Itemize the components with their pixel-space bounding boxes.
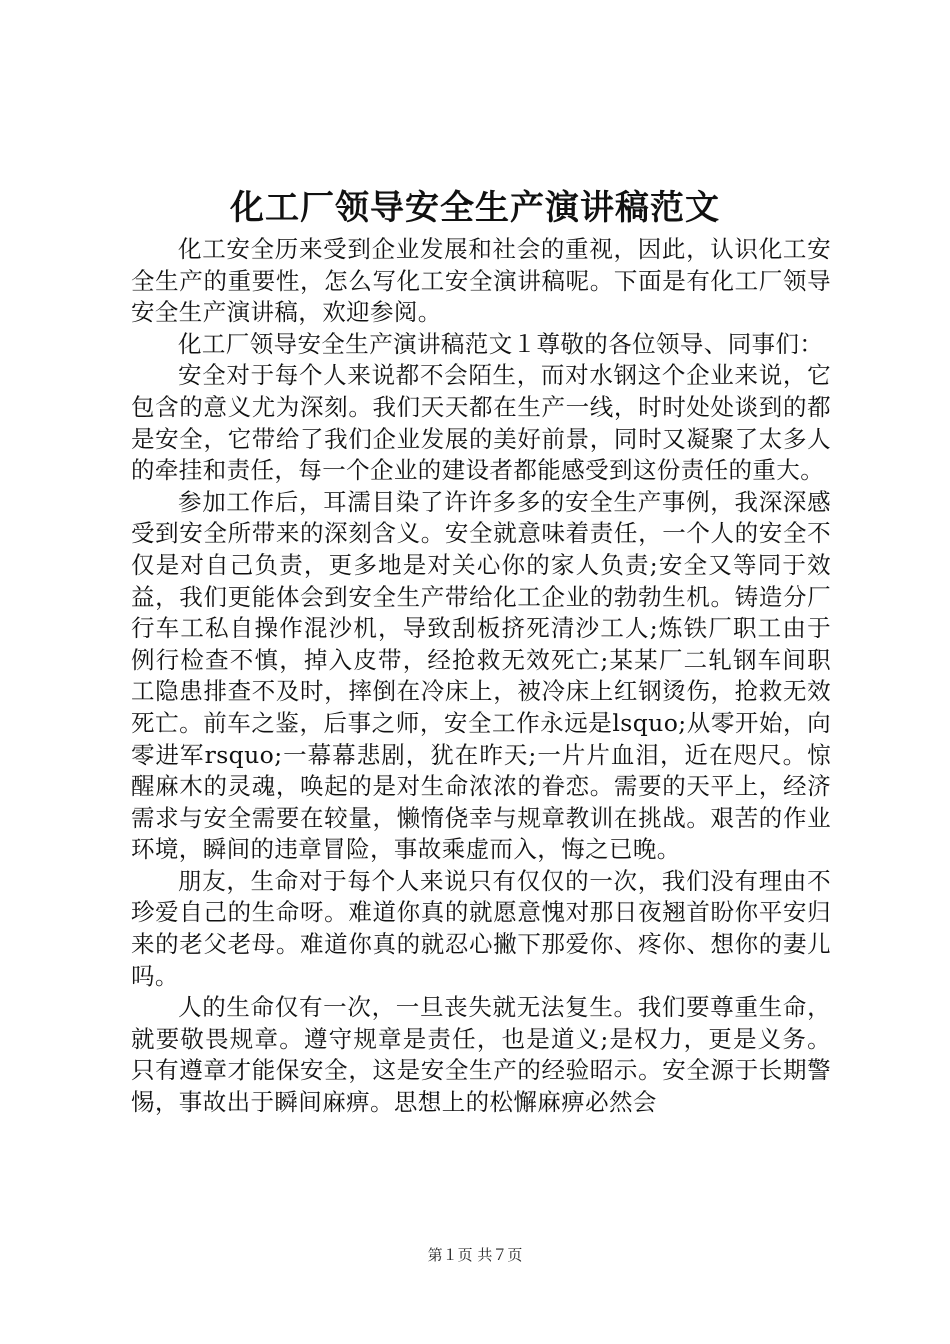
paragraph-safety-examples: 参加工作后，耳濡目染了许许多多的安全生产事例，我深深感受到安全所带来的深刻含义。安全就意味着责任，一个人的安全不仅是对自己负责，更多地是对关心你的家人负责;安全又等同于效益，我们更能体会到安全生产带给化工企业的勃勃生机。铸造分厂行车工私自操作混沙机，导致刮板挤死清沙工人;炼铁厂职工由于例行检查不慎，掉入皮带，经抢救无效死亡;某某厂二轧钢车间职工隐患排查不及时，摔倒在冷床上，被冷床上红钢烫伤，抢救无效死亡。前车之鉴，后事之师，安全工作永远是lsquo;从零开始，向零进军rsquo;一幕幕悲剧，犹在昨天;一片片血泪，近在咫尺。惊醒麻木的灵魂，唤起的是对生命浓浓的眷恋。需要的天平上，经济需求与安全需要在较量，懒惰侥幸与规章教训在挑战。艰苦的作业环境，瞬间的违章冒险，事故乘虚而入，悔之已晚。	[131, 487, 831, 864]
paragraph-respect-rules: 人的生命仅有一次，一旦丧失就无法复生。我们要尊重生命，就要敬畏规章。遵守规章是责任，也是道义;是权力，更是义务。只有遵章才能保安全，这是安全生产的经验昭示。安全源于长期警惕，事故出于瞬间麻痹。思想上的松懈麻痹必然会	[131, 993, 831, 1117]
paragraph-cherish-life: 朋友，生命对于每个人来说只有仅仅的一次，我们没有理由不珍爱自己的生命呀。难道你真的就愿意愧对那日夜翘首盼你平安归来的老父老母。难道你真的就忍心撇下那爱你、疼你、想你的妻儿吗。	[131, 866, 831, 990]
paragraph-salutation: 化工厂领导安全生产演讲稿范文１尊敬的各位领导、同事们：	[178, 329, 824, 358]
page-number-footer: 第１页 共７页	[427, 1246, 523, 1264]
paragraph-intro: 化工安全历来受到企业发展和社会的重视，因此，认识化工安全生产的重要性，怎么写化工安全演讲稿呢。下面是有化工厂领导安全生产演讲稿，欢迎参阅。	[131, 235, 831, 327]
document-title: 化工厂领导安全生产演讲稿范文	[230, 188, 720, 228]
paragraph-safety-meaning: 安全对于每个人来说都不会陌生，而对水钢这个企业来说，它包含的意义尤为深刻。我们天天都在生产一线，时时处处谈到的都是安全，它带给了我们企业发展的美好前景，同时又凝聚了太多人的牵挂和责任，每一个企业的建设者都能感受到这份责任的重大。	[131, 361, 831, 485]
document-body	[131, 234, 831, 1119]
